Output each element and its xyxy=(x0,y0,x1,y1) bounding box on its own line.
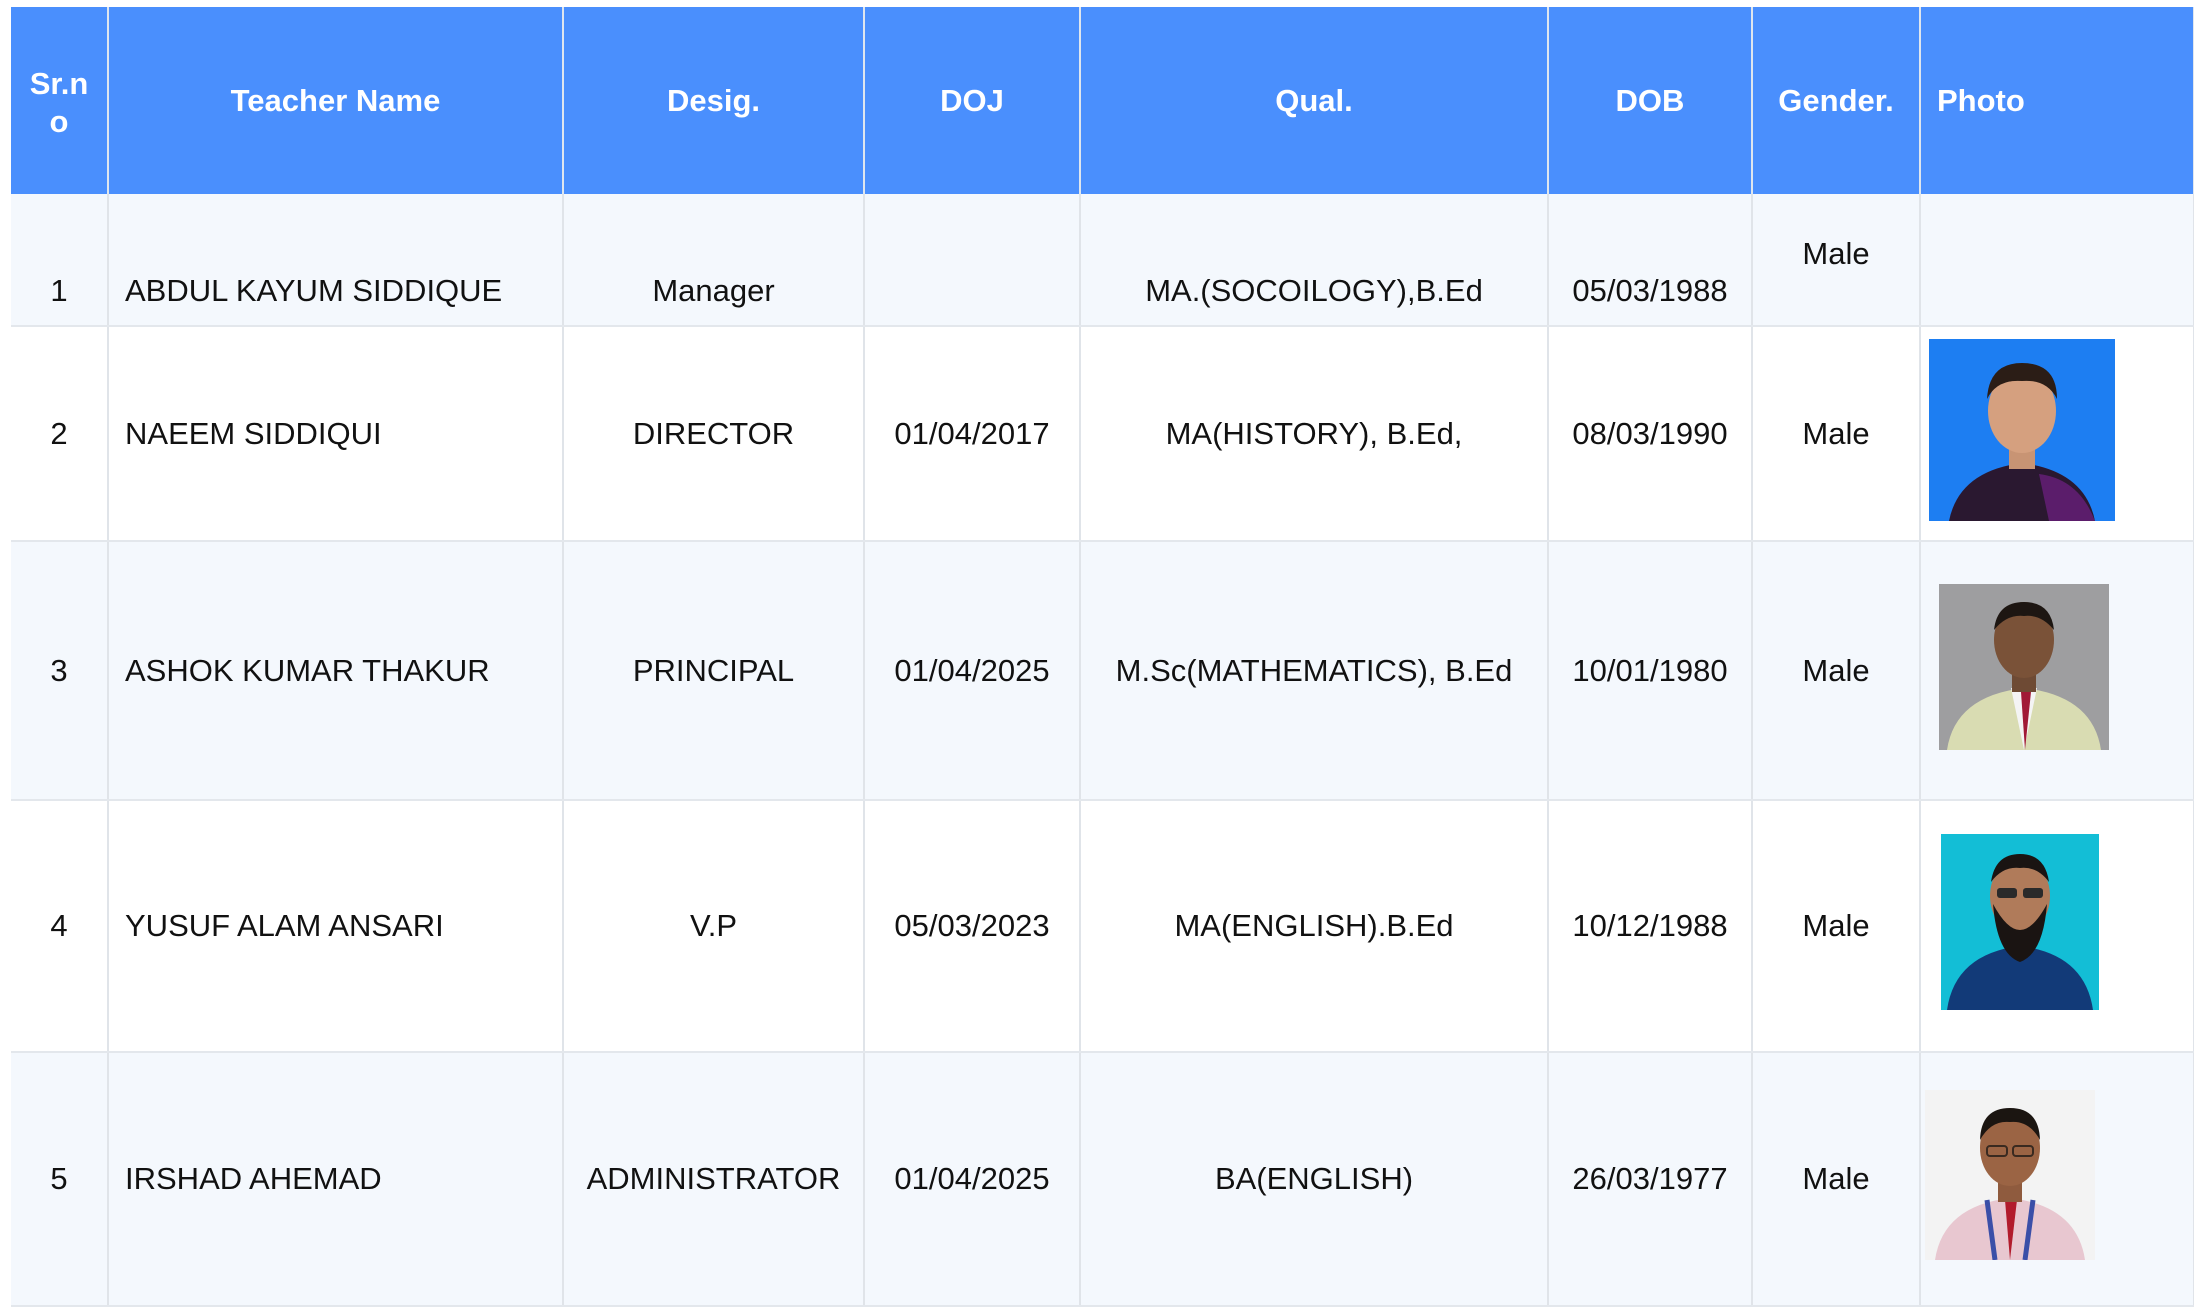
cell-srno: 4 xyxy=(11,800,108,1052)
header-srno-line1: Sr.n xyxy=(29,65,89,101)
header-photo: Photo xyxy=(1920,7,2194,194)
table-row xyxy=(11,326,2194,541)
cell-doj: 01/04/2025 xyxy=(864,541,1080,800)
cell-dob: 08/03/1990 xyxy=(1548,326,1752,541)
portrait-icon xyxy=(1939,584,2109,750)
portrait-icon xyxy=(1925,1090,2095,1260)
cell-dob: 26/03/1977 xyxy=(1548,1052,1752,1306)
cell-srno: 5 xyxy=(11,1052,108,1306)
header-dob: DOB xyxy=(1548,7,1752,194)
table-row xyxy=(11,541,2194,800)
cell-designation: Manager xyxy=(563,194,864,326)
cell-doj: 01/04/2025 xyxy=(864,1052,1080,1306)
cell-teacher-name: NAEEM SIDDIQUI xyxy=(108,326,563,541)
table-row xyxy=(11,194,2194,326)
cell-teacher-name: YUSUF ALAM ANSARI xyxy=(108,800,563,1052)
table-row xyxy=(11,1052,2194,1306)
portrait-icon xyxy=(1929,339,2115,521)
cell-qualification: M.Sc(MATHEMATICS), B.Ed xyxy=(1080,541,1548,800)
cell-srno: 1 xyxy=(11,194,108,326)
cell-srno: 2 xyxy=(11,326,108,541)
cell-designation: DIRECTOR xyxy=(563,326,864,541)
cell-srno: 3 xyxy=(11,541,108,800)
cell-doj: 01/04/2017 xyxy=(864,326,1080,541)
cell-gender: Male xyxy=(1752,541,1920,800)
cell-designation: PRINCIPAL xyxy=(563,541,864,800)
cell-doj: 05/03/2023 xyxy=(864,800,1080,1052)
header-srno xyxy=(11,7,108,194)
header-row xyxy=(11,7,2194,194)
cell-qualification: BA(ENGLISH) xyxy=(1080,1052,1548,1306)
cell-photo-empty xyxy=(1920,194,2194,326)
header-gender: Gender. xyxy=(1752,7,1920,194)
teacher-photo[interactable] xyxy=(1925,1090,2095,1260)
cell-designation: ADMINISTRATOR xyxy=(563,1052,864,1306)
cell-dob: 10/12/1988 xyxy=(1548,800,1752,1052)
teacher-photo[interactable] xyxy=(1929,339,2115,521)
cell-gender: Male xyxy=(1752,1052,1920,1306)
cell-dob: 10/01/1980 xyxy=(1548,541,1752,800)
cell-dob: 05/03/1988 xyxy=(1548,194,1752,326)
header-teacher-name: Teacher Name xyxy=(108,7,563,194)
header-srno-line2: o xyxy=(49,103,69,139)
cell-qualification: MA(HISTORY), B.Ed, xyxy=(1080,326,1548,541)
teacher-table-container xyxy=(11,7,2194,1307)
cell-qualification: MA(ENGLISH).B.Ed xyxy=(1080,800,1548,1052)
cell-designation: V.P xyxy=(563,800,864,1052)
cell-gender: Male xyxy=(1752,800,1920,1052)
portrait-icon xyxy=(1941,834,2099,1010)
cell-teacher-name: IRSHAD AHEMAD xyxy=(108,1052,563,1306)
cell-gender: Male xyxy=(1752,326,1920,541)
cell-photo xyxy=(1920,1052,2194,1306)
cell-photo xyxy=(1920,326,2194,541)
header-designation: Desig. xyxy=(563,7,864,194)
teacher-photo[interactable] xyxy=(1941,834,2099,1010)
cell-doj xyxy=(864,194,1080,326)
cell-teacher-name: ASHOK KUMAR THAKUR xyxy=(108,541,563,800)
cell-photo xyxy=(1920,800,2194,1052)
cell-photo xyxy=(1920,541,2194,800)
teacher-table xyxy=(11,7,2194,1307)
header-doj: DOJ xyxy=(864,7,1080,194)
teacher-photo[interactable] xyxy=(1939,584,2109,750)
header-qualification: Qual. xyxy=(1080,7,1548,194)
cell-gender: Male xyxy=(1752,194,1920,326)
cell-teacher-name: ABDUL KAYUM SIDDIQUE xyxy=(108,194,563,326)
cell-qualification: MA.(SOCOILOGY),B.Ed xyxy=(1080,194,1548,326)
table-row xyxy=(11,800,2194,1052)
